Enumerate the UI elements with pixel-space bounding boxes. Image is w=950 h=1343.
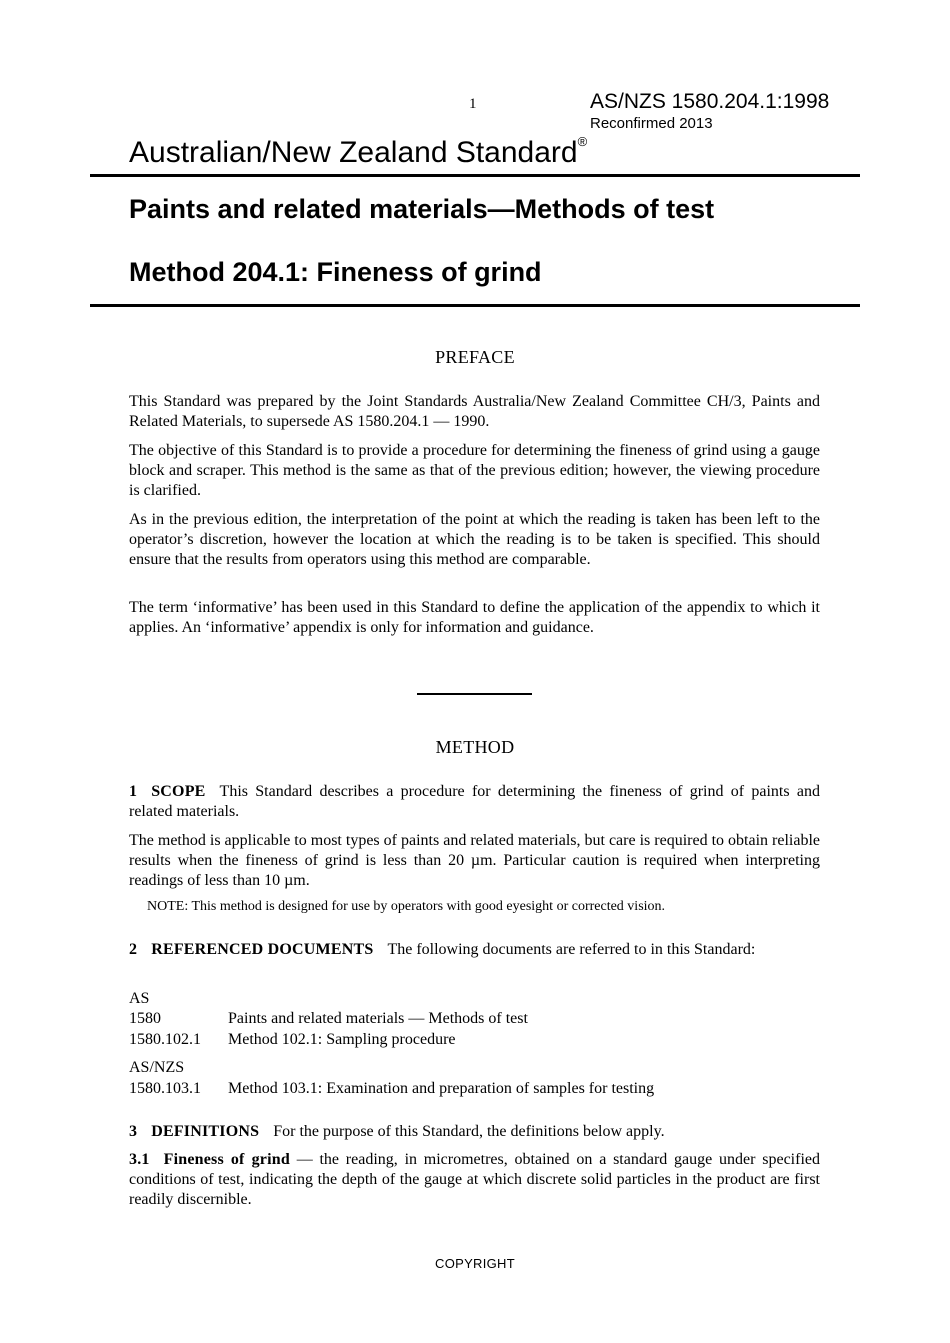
scope-title: SCOPE — [151, 783, 206, 800]
preface-paragraph-1: This Standard was prepared by the Joint Standards Australia/New Zealand Committee CH/3, Paints and Related Materials, to supersede AS 1580.204.1 — 1990. — [129, 393, 820, 430]
definition-fineness-of-grind — [129, 1150, 820, 1209]
ref-id: 1580.102.1 — [129, 1031, 201, 1048]
preface-paragraph-2: The objective of this Standard is to provide a procedure for determining the fineness of grind using a gauge block and scraper. This method is the same as that of the previous edition; however, the viewing procedure is clarified. — [129, 442, 820, 499]
ref-row — [129, 1030, 456, 1050]
standard-number: AS/NZS 1580.204.1:1998 — [590, 90, 830, 113]
definitions-number: 3 — [129, 1123, 138, 1140]
ref-group-label-asnzs: AS/NZS — [129, 1059, 185, 1076]
definition-text: — the reading, in micrometres, obtained on a standard gauge under specified conditions of test, indicating the depth of the gauge at which discrete solid particles in the product are first readily discernible. — [129, 1151, 821, 1208]
reconfirmed-label: Reconfirmed 2013 — [590, 115, 713, 132]
definition-number: 3.1 — [129, 1151, 150, 1168]
copyright-label: COPYRIGHT — [435, 1256, 515, 1271]
ref-row — [129, 1009, 528, 1029]
referenced-documents-number: 2 — [129, 941, 138, 958]
preface-heading: PREFACE — [435, 347, 515, 367]
scope-text: This Standard describes a procedure for determining the fineness of grind of paints and related materials. — [129, 783, 820, 820]
definitions-title: DEFINITIONS — [151, 1123, 260, 1140]
preface-paragraph-4: The term ‘informative’ has been used in this Standard to define the application of the appendix to which it applies. An ‘informative’ appendix is only for information and guidance. — [129, 599, 820, 636]
ref-id: 1580.103.1 — [129, 1080, 201, 1097]
section-divider — [417, 693, 532, 695]
definitions-paragraph — [129, 1122, 820, 1142]
document-title: Paints and related materials—Methods of test — [129, 194, 715, 224]
ref-title: Paints and related materials — Methods of test — [228, 1010, 528, 1027]
scope-paragraph-2: The method is applicable to most types of paints and related materials, but care is required to obtain reliable results when the fineness of grind is less than 20 µm. Particular caution is required when interpreting readings of less than 10 µm. — [129, 832, 820, 889]
ref-title: Method 102.1: Sampling procedure — [228, 1031, 456, 1048]
page-number: 1 — [469, 96, 477, 112]
definition-term: Fineness of grind — [163, 1151, 290, 1168]
scope-paragraph — [129, 782, 820, 822]
registered-mark: ® — [577, 134, 588, 149]
ref-id: 1580 — [129, 1010, 161, 1027]
scope-note: NOTE: This method is designed for use by operators with good eyesight or corrected vision. — [147, 899, 666, 914]
ref-title: Method 103.1: Examination and preparation of samples for testing — [228, 1080, 655, 1097]
document-subtitle: Method 204.1: Fineness of grind — [129, 257, 542, 287]
title-bottom-rule — [90, 304, 860, 307]
organization-title — [129, 134, 587, 170]
top-rule — [90, 174, 860, 177]
referenced-documents-paragraph — [129, 940, 820, 960]
method-heading: METHOD — [435, 737, 515, 757]
preface-paragraph-3: As in the previous edition, the interpretation of the point at which the reading is taken has been left to the operator’s discretion, however the location at which the reading is to be taken is specified. This should ensure that the results from operators using this method are comparable. — [129, 511, 820, 568]
definitions-text: For the purpose of this Standard, the definitions below apply. — [273, 1123, 665, 1140]
ref-row — [129, 1079, 654, 1099]
referenced-documents-title: REFERENCED DOCUMENTS — [151, 941, 374, 958]
referenced-documents-text: The following documents are referred to in this Standard: — [387, 941, 756, 958]
scope-number: 1 — [129, 783, 138, 800]
organization-title-text: Australian/New Zealand Standard — [129, 136, 578, 169]
ref-group-label-as: AS — [129, 990, 150, 1007]
